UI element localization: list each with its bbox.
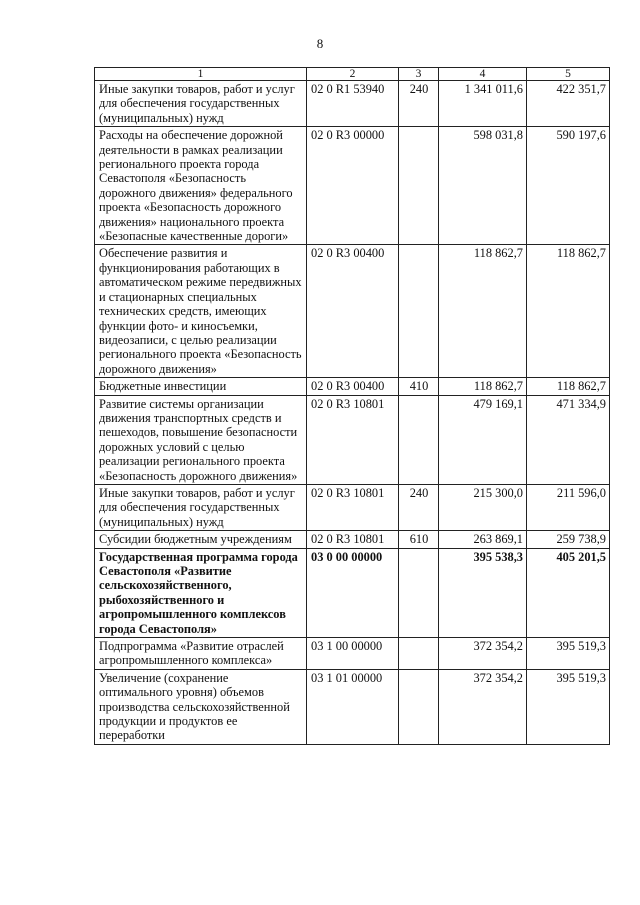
table-row	[95, 245, 610, 378]
table-row	[95, 548, 610, 637]
amount-col4-cell: 118 862,7	[439, 245, 527, 378]
item-name-cell: Иные закупки товаров, работ и услуг для обеспечения государственных (муниципальных) нужд	[95, 81, 307, 127]
table-row	[95, 484, 610, 530]
target-code-cell: 02 0 R3 00400	[307, 378, 399, 395]
amount-col5-cell: 405 201,5	[527, 548, 610, 637]
page-number: 8	[316, 36, 324, 51]
target-code-cell: 03 1 01 00000	[307, 669, 399, 744]
target-code-cell: 02 0 R3 10801	[307, 531, 399, 548]
column-header: 1	[95, 68, 307, 81]
target-code-cell: 02 0 R3 10801	[307, 484, 399, 530]
item-name-cell: Расходы на обеспечение дорожной деятельности в рамках реализации регионального проекта города Севастополя «Безопасность дорожного движения» федерального проекта «Безопасность дорожного движения» национального проекта «Безопасные качественные дороги»	[95, 127, 307, 245]
item-name-cell: Государственная программа города Севастополя «Развитие сельскохозяйственного, рыбохозяйственного и агропромышленного комплексов города Севастополя»	[95, 548, 307, 637]
item-name-cell: Подпрограмма «Развитие отраслей агропромышленного комплекса»	[95, 638, 307, 670]
expense-type-cell	[399, 669, 439, 744]
table-row	[95, 531, 610, 548]
table-row	[95, 127, 610, 245]
expense-type-cell	[399, 127, 439, 245]
item-name-cell: Обеспечение развития и функционирования работающих в автоматическом режиме передвижных и стационарных специальных технических средств, имеющих функции фото- и киносъемки, видеозаписи, с целью реализации регионального проекта «Безопасность дорожного движения»	[95, 245, 307, 378]
expense-type-cell	[399, 245, 439, 378]
target-code-cell: 02 0 R3 00000	[307, 127, 399, 245]
amount-col4-cell: 118 862,7	[439, 378, 527, 395]
table-header-row	[95, 68, 610, 81]
amount-col4-cell: 372 354,2	[439, 669, 527, 744]
expense-type-cell: 610	[399, 531, 439, 548]
amount-col5-cell: 259 738,9	[527, 531, 610, 548]
target-code-cell: 03 1 00 00000	[307, 638, 399, 670]
table-row	[95, 378, 610, 395]
table-row	[95, 669, 610, 744]
amount-col5-cell: 471 334,9	[527, 395, 610, 484]
column-header: 2	[307, 68, 399, 81]
expense-type-cell: 240	[399, 81, 439, 127]
amount-col5-cell: 422 351,7	[527, 81, 610, 127]
expense-type-cell: 240	[399, 484, 439, 530]
table-row	[95, 81, 610, 127]
column-header: 5	[527, 68, 610, 81]
table-row	[95, 395, 610, 484]
amount-col4-cell: 1 341 011,6	[439, 81, 527, 127]
item-name-cell: Субсидии бюджетным учреждениям	[95, 531, 307, 548]
target-code-cell: 02 0 R3 10801	[307, 395, 399, 484]
target-code-cell: 02 0 R1 53940	[307, 81, 399, 127]
item-name-cell: Увеличение (сохранение оптимального уровня) объемов производства сельскохозяйственной продукции и продуктов ее переработки	[95, 669, 307, 744]
item-name-cell: Иные закупки товаров, работ и услуг для обеспечения государственных (муниципальных) нужд	[95, 484, 307, 530]
amount-col5-cell: 118 862,7	[527, 378, 610, 395]
amount-col4-cell: 263 869,1	[439, 531, 527, 548]
amount-col4-cell: 372 354,2	[439, 638, 527, 670]
amount-col5-cell: 118 862,7	[527, 245, 610, 378]
amount-col4-cell: 479 169,1	[439, 395, 527, 484]
amount-col5-cell: 211 596,0	[527, 484, 610, 530]
amount-col4-cell: 215 300,0	[439, 484, 527, 530]
budget-table	[94, 67, 610, 745]
amount-col5-cell: 395 519,3	[527, 669, 610, 744]
table-row	[95, 638, 610, 670]
expense-type-cell	[399, 395, 439, 484]
expense-type-cell	[399, 548, 439, 637]
target-code-cell: 02 0 R3 00400	[307, 245, 399, 378]
expense-type-cell	[399, 638, 439, 670]
amount-col4-cell: 395 538,3	[439, 548, 527, 637]
amount-col5-cell: 590 197,6	[527, 127, 610, 245]
amount-col5-cell: 395 519,3	[527, 638, 610, 670]
target-code-cell: 03 0 00 00000	[307, 548, 399, 637]
column-header: 3	[399, 68, 439, 81]
item-name-cell: Бюджетные инвестиции	[95, 378, 307, 395]
column-header: 4	[439, 68, 527, 81]
expense-type-cell: 410	[399, 378, 439, 395]
item-name-cell: Развитие системы организации движения транспортных средств и пешеходов, повышение безопасности дорожных условий с целью реализации регионального проекта «Безопасность дорожного движения»	[95, 395, 307, 484]
amount-col4-cell: 598 031,8	[439, 127, 527, 245]
